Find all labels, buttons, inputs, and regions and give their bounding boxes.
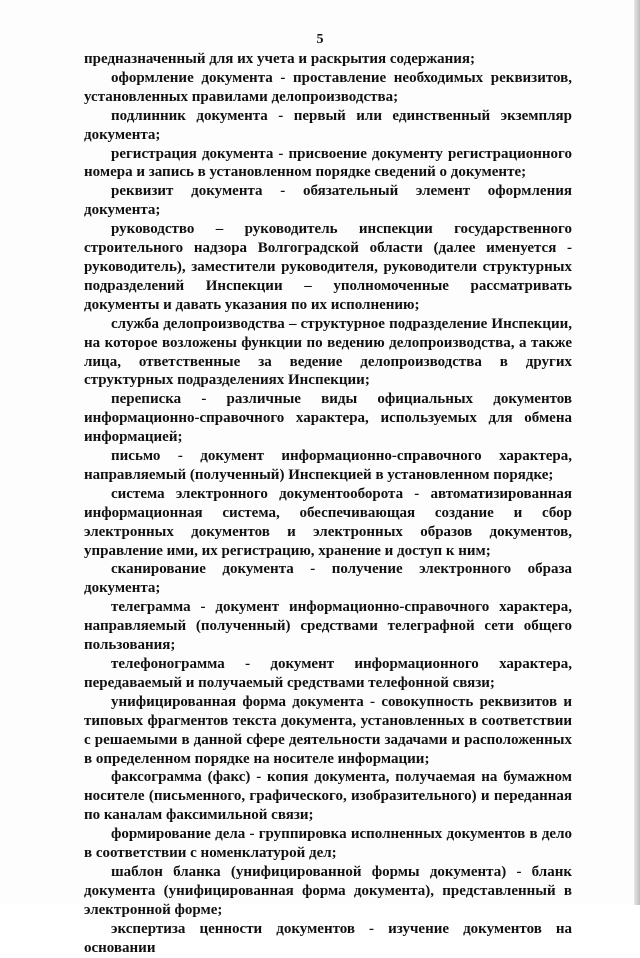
paragraph: письмо - документ информационно-справочного характера, направляемый (полученный) Инспекцией в установленном порядке; (84, 448, 572, 483)
paragraph: экспертиза ценности документов - изучение документов на основании (84, 920, 572, 956)
paragraph: руководство – руководитель инспекции государственного строительного надзора Волгоградской области (далее именуется - руководитель), заместители руководителя, руководители структурных подразделений Инспекции – уполномоченные рассматривать документы и давать указания по их исполнению; (84, 221, 572, 313)
page-number: 5 (316, 32, 324, 47)
paragraph: система электронного документооборота - автоматизированная информационная система, обеспечивающая создание и сбор электронных документов и электронных образов документов, управление ими, их регистрацию, хранение и доступ к ним; (84, 485, 572, 559)
paragraph: служба делопроизводства – структурное подразделение Инспекции, на которое возложены функции по ведению делопроизводства, а также лица, ответственные за ведение делопроизводства в других структурных подразделениях Инспекции; (84, 315, 572, 389)
paragraph: факсограмма (факс) - копия документа, получаемая на бумажном носителе (письменного, графического, изобразительного) и переданная по каналам факсимильной связи; (84, 769, 572, 824)
paragraph: регистрация документа - присвоение документу регистрационного номера и запись в установленном порядке сведений о документе; (84, 145, 572, 181)
page-edge-shadow (634, 0, 640, 905)
paragraph: телефонограмма - документ информационного характера, передаваемый и получаемый средствами телефонной связи; (84, 656, 572, 691)
paragraph: телеграмма - документ информационно-справочного характера, направляемый (полученный) средствами телеграфной сети общего пользования; (84, 599, 572, 654)
page-body (84, 50, 572, 958)
paragraph: переписка - различные виды официальных документов информационно-справочного характера, используемых для обмена информацией; (84, 391, 572, 446)
paragraph: шаблон бланка (унифицированной формы документа) - бланк документа (унифицированная форма документа), представленный в электронной форме; (84, 863, 572, 918)
paragraph: унифицированная форма документа - совокупность реквизитов и типовых фрагментов текста документа, установленных в соответствии с решаемыми в данной сфере деятельности задачами и расположенных в определенном порядке на носителе информации; (84, 693, 572, 767)
paragraph: оформление документа - проставление необходимых реквизитов, установленных правилами делопроизводства; (84, 69, 572, 105)
paragraph: формирование дела - группировка исполненных документов в дело в соответствии с номенклатурой дел; (84, 826, 572, 862)
paragraph: реквизит документа - обязательный элемент оформления документа; (84, 183, 572, 219)
paragraph: сканирование документа - получение электронного образа документа; (84, 561, 572, 597)
paragraph: подлинник документа - первый или единственный экземпляр документа; (84, 107, 572, 143)
paragraph: предназначенный для их учета и раскрытия содержания; (84, 51, 475, 67)
